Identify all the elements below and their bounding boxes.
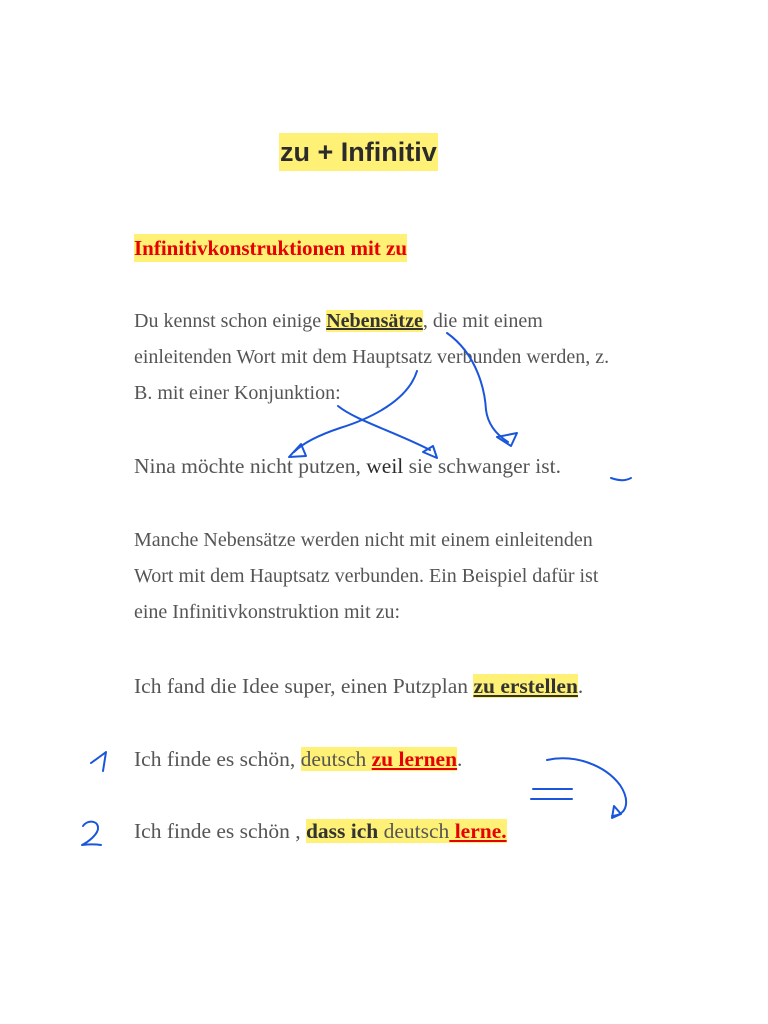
object-deutsch: deutsch bbox=[300, 747, 372, 771]
dass-clause-start: dass ich bbox=[305, 819, 379, 843]
conjunction-weil: weil bbox=[366, 454, 404, 478]
example-sentence-zu-lernen bbox=[134, 743, 462, 775]
example-sentence-weil bbox=[134, 450, 561, 482]
intro-text: Du kennst schon einige bbox=[134, 310, 327, 332]
section-heading: Infinitivkonstruktionen mit zu bbox=[134, 236, 408, 260]
paragraph-line: Wort mit dem Hauptsatz verbunden. Ein Beispiel dafür ist bbox=[134, 565, 599, 587]
example-text: Ich finde es schön, bbox=[134, 747, 301, 771]
example-text: sie schwanger bbox=[403, 454, 536, 478]
intro-paragraph bbox=[134, 303, 694, 411]
page-title: zu + Infinitiv bbox=[279, 133, 438, 171]
arrow-konjunktion-to-weil-icon bbox=[338, 406, 430, 450]
arrow-head-icon bbox=[497, 433, 517, 446]
arrow-zu-lernen-to-lerne-icon bbox=[547, 758, 626, 816]
example-text: Ich fand die Idee super, einen Putzplan bbox=[134, 674, 474, 698]
paragraph-line: Manche Nebensätze werden nicht mit einem einleitenden bbox=[134, 529, 593, 551]
numeral-2-icon bbox=[82, 822, 101, 845]
example-sentence-dass bbox=[134, 815, 507, 847]
example-text: . bbox=[555, 454, 561, 478]
zu-infinitive: zu lernen bbox=[371, 747, 458, 771]
intro-line: einleitenden Wort mit dem Hauptsatz verbunden werden, z. bbox=[134, 346, 610, 368]
example-text: . bbox=[457, 747, 463, 771]
paragraph-line: eine Infinitivkonstruktion mit zu: bbox=[134, 601, 401, 623]
second-paragraph bbox=[134, 522, 694, 630]
underline-ist-icon bbox=[611, 478, 631, 480]
example-text: Nina möchte nicht putzen, bbox=[134, 454, 367, 478]
example-text: . bbox=[577, 674, 584, 698]
example-sentence-putzplan bbox=[134, 670, 583, 702]
numeral-1-icon bbox=[91, 752, 106, 771]
example-text: Ich finde es schön , bbox=[134, 819, 306, 843]
intro-line: B. mit einer Konjunktion: bbox=[134, 382, 341, 404]
arrow-head-icon bbox=[612, 806, 621, 818]
verb-ist: ist bbox=[535, 454, 556, 478]
intro-text: , die mit einem bbox=[422, 310, 543, 332]
verb-lerne: lerne. bbox=[449, 819, 507, 843]
equals-sign-icon bbox=[531, 789, 572, 799]
zu-infinitive: zu erstellen bbox=[473, 674, 578, 698]
object-deutsch: deutsch bbox=[378, 819, 450, 843]
keyword-nebensaetze: Nebensätze bbox=[326, 310, 423, 332]
